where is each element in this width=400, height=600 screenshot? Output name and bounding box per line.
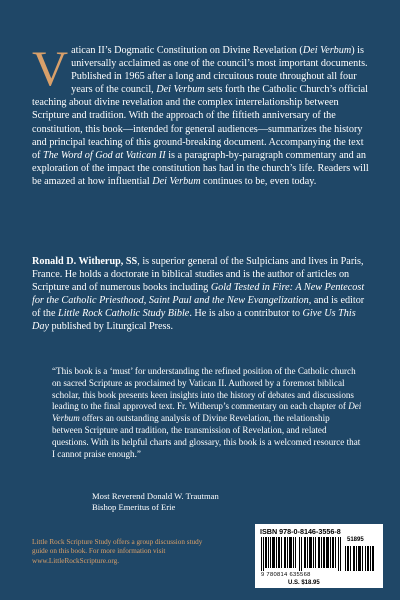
barcode-icon: [261, 537, 343, 571]
title-italic: Dei Verbum: [52, 401, 362, 424]
title-italic: Dei Verbum: [302, 45, 352, 56]
book-title-italic: Little Rock Catholic Study Bible: [58, 308, 190, 320]
book-title-italic: Saint Paul and the New Evangelization: [148, 295, 309, 307]
endorser-name: Most Reverend Donald W. Trautman: [92, 491, 219, 501]
endorsement-quote: [52, 366, 362, 460]
bio-paragraph: Ronald D. Witherup, SS, is superior general of the Sulpicians and lives in Paris, France. He holds a doctorate in biblical studies and is the author of articles on Scripture and of numerous books including Gold Tested in Fire: A New Pentecost for the Catholic Priesthood, Saint Paul and the New Evangelization, and is editor of the Little Rock Catholic Study Bible. He is also a contributor to Give Us This Day published by Liturgical Press.: [32, 256, 365, 333]
study-guide-promo: Little Rock Scripture Study offers a group discussion study guide on this book. For more information visit www.LittleRockScripture.org.: [32, 538, 203, 565]
book-title-italic: Gold Tested in Fire: A New Pentecost for the Catholic Priesthood: [32, 282, 365, 307]
description-paragraph: atican II’s Dogmatic Constitution on Divine Revelation (Dei Verbum) is universally acclaimed as one of the council’s most important documents. Published in 1965 after a long and circuitous route throughout all four years of the council, Dei Verbum sets forth the Catholic Church’s official teaching about divine revelation and the complex interrelationship between Scripture and tradition. With the approach of the fiftieth anniversary of the constitution, this book—intended for general audiences—summarizes the history and principal teaching of this ground-breaking document. Accompanying the text of The Word of God at Vatican II is a paragraph-by-paragraph commentary and an exploration of the impact the constitution has had in the church’s life. Readers will be amazed at how influential Dei Verbum continues to be, even today.: [32, 45, 369, 187]
isbn-label: ISBN 978-0-8146-3556-8: [260, 527, 341, 536]
title-italic: The Word of God at Vatican II: [43, 149, 166, 161]
price-label: U.S. $18.95: [288, 580, 320, 586]
author-name: Ronald D. Witherup, SS: [32, 256, 138, 267]
drop-cap: V: [32, 40, 69, 96]
title-italic: Dei Verbum: [156, 84, 205, 96]
title-italic: Dei Verbum: [152, 175, 201, 187]
quote-paragraph: “This book is a ‘must’ for understanding the refined position of the Catholic church on sacred Scripture as proclaimed by Vatican II. Authored by a foremost biblical scholar, this book presents keen insights into the history of debates and discussions leading to the final approved text. Fr. Witherup’s commentary on each chapter of Dei Verbum offers an outstanding analysis of Divine Revelation, the relationship between Scripture and tradition, the transmission of Revelation, and related questions. With its helpful charts and glossary, this book is a welcomed resource that I cannot praise enough.”: [52, 366, 362, 459]
barcode-addon-digits: 51895: [347, 537, 364, 543]
book-description: [32, 40, 374, 188]
book-title-italic: Give Us This Day: [32, 308, 356, 333]
endorsement-attribution: [92, 491, 312, 513]
barcode-panel: [255, 524, 383, 588]
endorser-title: Bishop Emeritus of Erie: [92, 502, 176, 512]
barcode-addon-icon: [345, 537, 375, 571]
barcode-digits: 9 780814 635568: [261, 572, 311, 578]
author-bio: [32, 255, 374, 334]
